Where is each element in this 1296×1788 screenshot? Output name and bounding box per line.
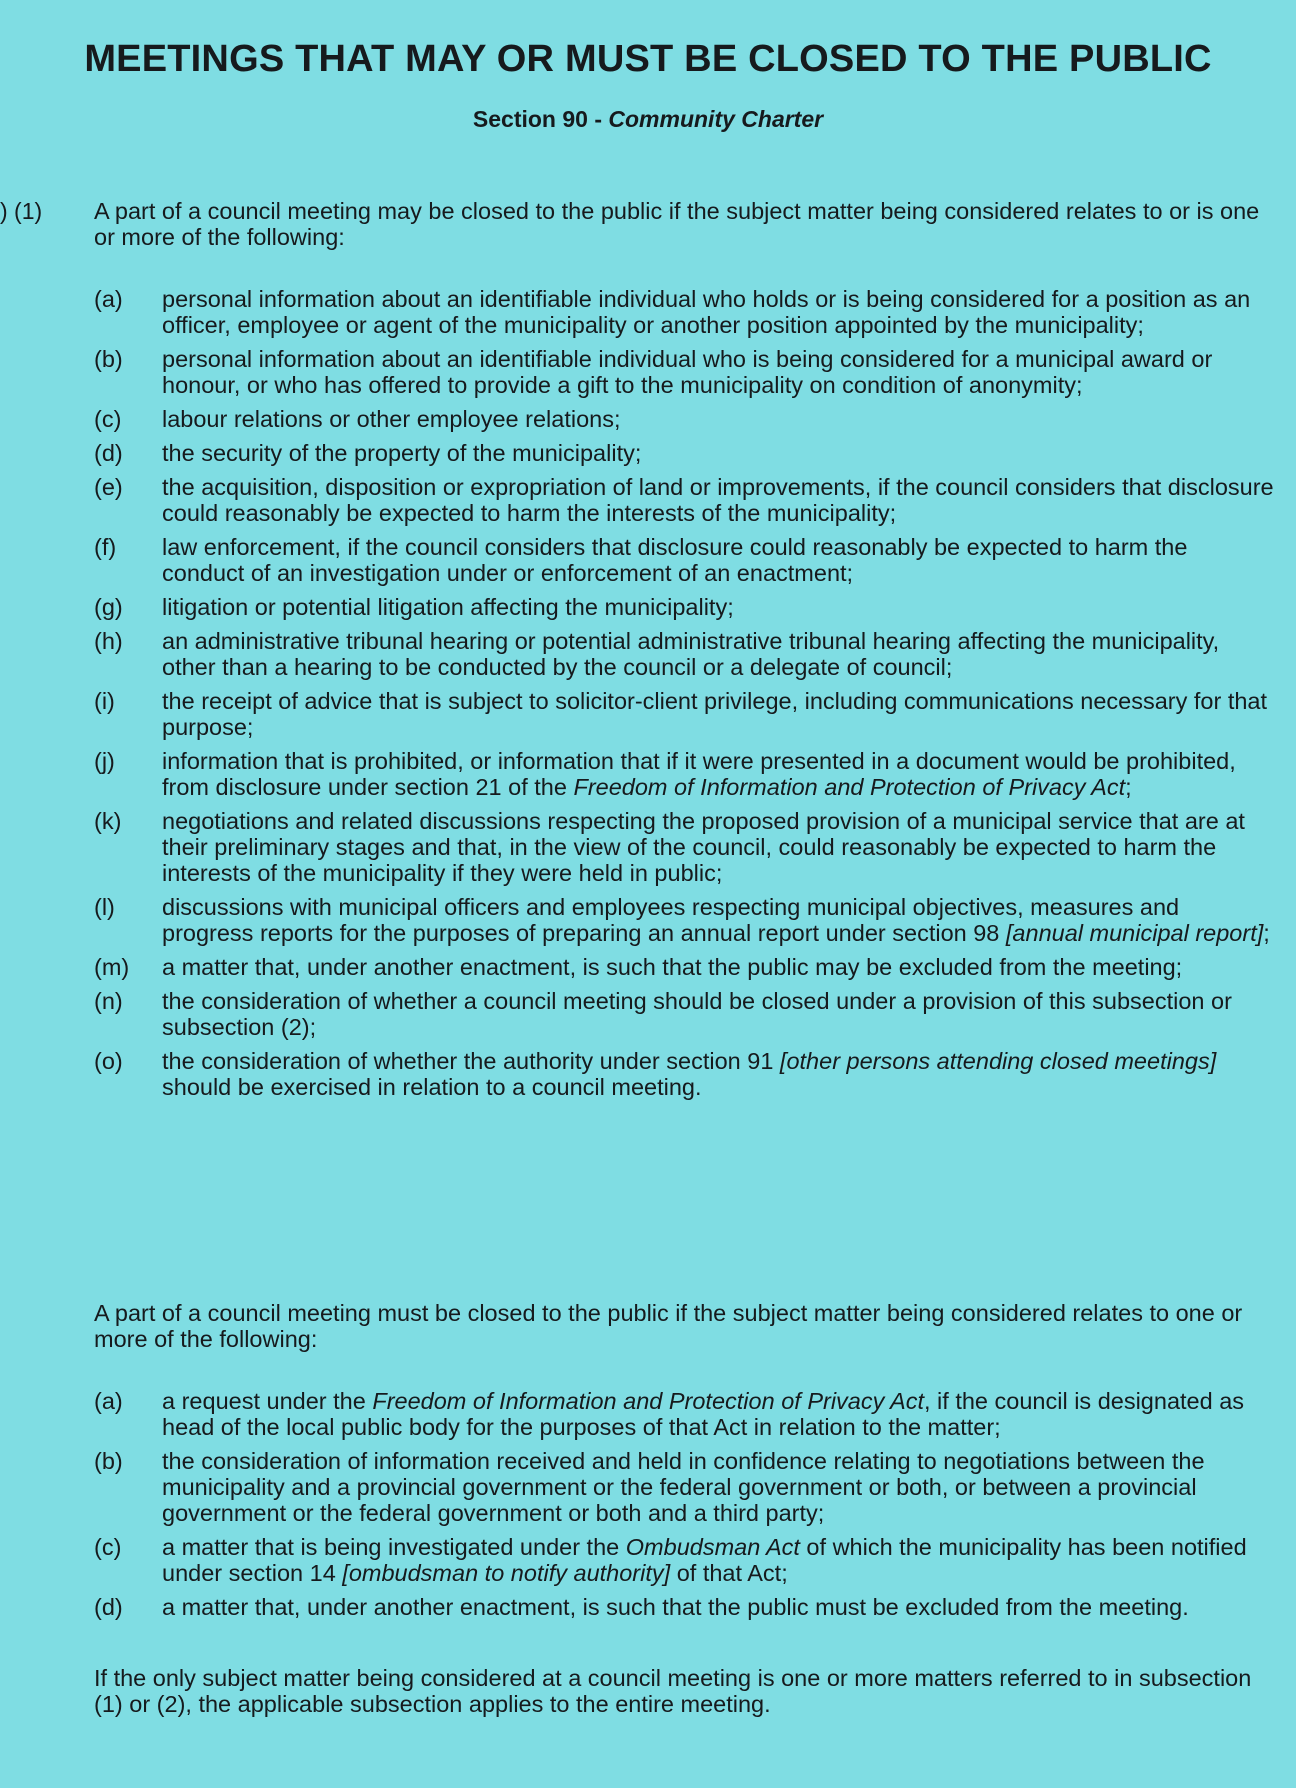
text-run: a matter that, under another enactment, is such that the public may be excluded from the meeting; xyxy=(162,954,1183,980)
closing-paragraph: If the only subject matter being considered at a council meeting is one or more matters referred to in subsection (1) or (2), the applicable subsection applies to the entire meeting. xyxy=(94,1665,1252,1717)
text-run: the security of the property of the municipality; xyxy=(162,440,642,466)
list-item-label: (c) xyxy=(94,406,122,432)
text-run: , if the council is designated as head of the local public body for the purposes of that Act in relation to the matter; xyxy=(162,1388,1245,1440)
subsection2-list xyxy=(94,1388,1274,1628)
list-item-text xyxy=(162,594,1274,620)
list-item-label: (d) xyxy=(94,1594,123,1620)
list-item xyxy=(94,1448,1274,1526)
list-item-text xyxy=(162,894,1274,946)
text-run: should be exercised in relation to a council meeting. xyxy=(162,1074,702,1100)
text-run: the consideration of whether the authority under section 91 xyxy=(162,1048,780,1074)
list-item-text xyxy=(162,1534,1274,1586)
italic-citation: [other persons attending closed meetings] xyxy=(779,1048,1217,1074)
list-item-label: (d) xyxy=(94,440,123,466)
text-run: an administrative tribunal hearing or potential administrative tribunal hearing affecting the municipality, other than a hearing to be conducted by the council or a delegate of council; xyxy=(162,628,1220,680)
list-item xyxy=(94,748,1274,800)
list-item-label: (b) xyxy=(94,1448,123,1474)
page-title: MEETINGS THAT MAY OR MUST BE CLOSED TO THE PUBLIC xyxy=(84,38,1212,80)
list-item xyxy=(94,688,1274,740)
subtitle-act-name: Community Charter xyxy=(608,106,824,132)
list-item xyxy=(94,286,1274,338)
list-item-text xyxy=(162,988,1274,1040)
list-item-label: (o) xyxy=(94,1048,123,1074)
list-item-label: (h) xyxy=(94,628,123,654)
list-item-text xyxy=(162,1448,1274,1526)
list-item-label: (m) xyxy=(94,954,130,980)
text-run: law enforcement, if the council considers that disclosure could reasonably be expected to harm the conduct of an investigation under or enforcement of an enactment; xyxy=(162,534,1188,586)
subtitle-prefix: Section 90 - xyxy=(472,106,609,132)
list-item xyxy=(94,808,1274,886)
list-item-text xyxy=(162,440,1274,466)
italic-citation: Freedom of Information and Protection of Privacy Act xyxy=(573,774,1126,800)
text-run: ; xyxy=(1263,920,1270,946)
list-item xyxy=(94,474,1274,526)
list-item-label: (a) xyxy=(94,1388,123,1414)
list-item-text xyxy=(162,1388,1274,1440)
list-item-text xyxy=(162,1048,1274,1100)
list-item-text xyxy=(162,406,1274,432)
list-item xyxy=(94,988,1274,1040)
section-subtitle xyxy=(0,106,1296,133)
list-item-text xyxy=(162,286,1274,338)
subsection2-intro: A part of a council meeting must be closed to the public if the subject matter being considered relates to one or more of the following: xyxy=(94,1300,1243,1352)
text-run: a request under the xyxy=(162,1388,373,1414)
text-run: negotiations and related discussions respecting the proposed provision of a municipal service that are at their preliminary stages and that, in the view of the council, could reasonably be expected to harm the interests of the municipality if they were held in public; xyxy=(162,808,1245,886)
text-run: personal information about an identifiable individual who holds or is being considered for a position as an officer, employee or agent of the municipality or another position appointed by the municipality; xyxy=(162,286,1251,338)
list-item xyxy=(94,894,1274,946)
list-item-label: (i) xyxy=(94,688,115,714)
list-item xyxy=(94,628,1274,680)
list-item-text xyxy=(162,534,1274,586)
italic-citation: Ombudsman Act xyxy=(625,1534,800,1560)
list-item-text xyxy=(162,628,1274,680)
text-run: discussions with municipal officers and employees respecting municipal objectives, measures and progress reports for the purposes of preparing an annual report under section 98 xyxy=(162,894,1180,946)
text-run: labour relations or other employee relations; xyxy=(162,406,621,432)
text-run: the acquisition, disposition or expropriation of land or improvements, if the council considers that disclosure could reasonably be expected to harm the interests of the municipality; xyxy=(162,474,1274,526)
list-item-text xyxy=(162,688,1274,740)
list-item-label: (l) xyxy=(94,894,115,920)
list-item-text xyxy=(162,346,1274,398)
subsection1-intro: A part of a council meeting may be closed to the public if the subject matter being considered relates to or is one or more of the following: xyxy=(94,198,1260,250)
list-item xyxy=(94,534,1274,586)
list-item xyxy=(94,954,1274,980)
list-item xyxy=(94,440,1274,466)
list-item-text xyxy=(162,954,1274,980)
list-item-label: (a) xyxy=(94,286,123,312)
subsection1-list xyxy=(94,286,1274,1108)
text-run: of that Act; xyxy=(670,1560,788,1586)
list-item-text xyxy=(162,1594,1274,1620)
text-run: information that is prohibited, or information that if it were presented in a document would be prohibited, from disclosure under section 21 of the xyxy=(162,748,1236,800)
list-item xyxy=(94,1534,1274,1586)
text-run: ; xyxy=(1125,774,1132,800)
text-run: a matter that, under another enactment, is such that the public must be excluded from the meeting. xyxy=(162,1594,1189,1620)
text-run: personal information about an identifiable individual who is being considered for a municipal award or honour, or who has offered to provide a gift to the municipality on condition of anonymity; xyxy=(162,346,1213,398)
list-item-label: (b) xyxy=(94,346,123,372)
list-item xyxy=(94,1048,1274,1100)
list-item-label: (k) xyxy=(94,808,122,834)
list-item-label: (j) xyxy=(94,748,115,774)
list-item-text xyxy=(162,474,1274,526)
list-item xyxy=(94,406,1274,432)
list-item-label: (n) xyxy=(94,988,123,1014)
list-item-label: (g) xyxy=(94,594,123,620)
list-item xyxy=(94,346,1274,398)
text-run: a matter that is being investigated under the xyxy=(162,1534,626,1560)
text-run: the receipt of advice that is subject to solicitor-client privilege, including communications necessary for that purpose; xyxy=(162,688,1268,740)
list-item-text xyxy=(162,748,1274,800)
list-item-text xyxy=(162,808,1274,886)
section-number: ) (1) xyxy=(0,198,43,224)
italic-citation: Freedom of Information and Protection of Privacy Act xyxy=(372,1388,924,1414)
text-run: the consideration of whether a council meeting should be closed under a provision of this subsection or subsection (2); xyxy=(162,988,1232,1040)
text-run: the consideration of information received and held in confidence relating to negotiations between the municipality and a provincial government or the federal government or both, or between a provincial government or the federal government or both and a third party; xyxy=(162,1448,1205,1526)
list-item xyxy=(94,1388,1274,1440)
list-item xyxy=(94,1594,1274,1620)
list-item-label: (e) xyxy=(94,474,123,500)
italic-citation: [ombudsman to notify authority] xyxy=(342,1560,671,1586)
text-run: of which the municipality has been notified under section 14 xyxy=(162,1534,1247,1586)
text-run: litigation or potential litigation affecting the municipality; xyxy=(162,594,734,620)
list-item-label: (c) xyxy=(94,1534,122,1560)
list-item-label: (f) xyxy=(94,534,117,560)
italic-citation: [annual municipal report] xyxy=(1005,920,1264,946)
list-item xyxy=(94,594,1274,620)
